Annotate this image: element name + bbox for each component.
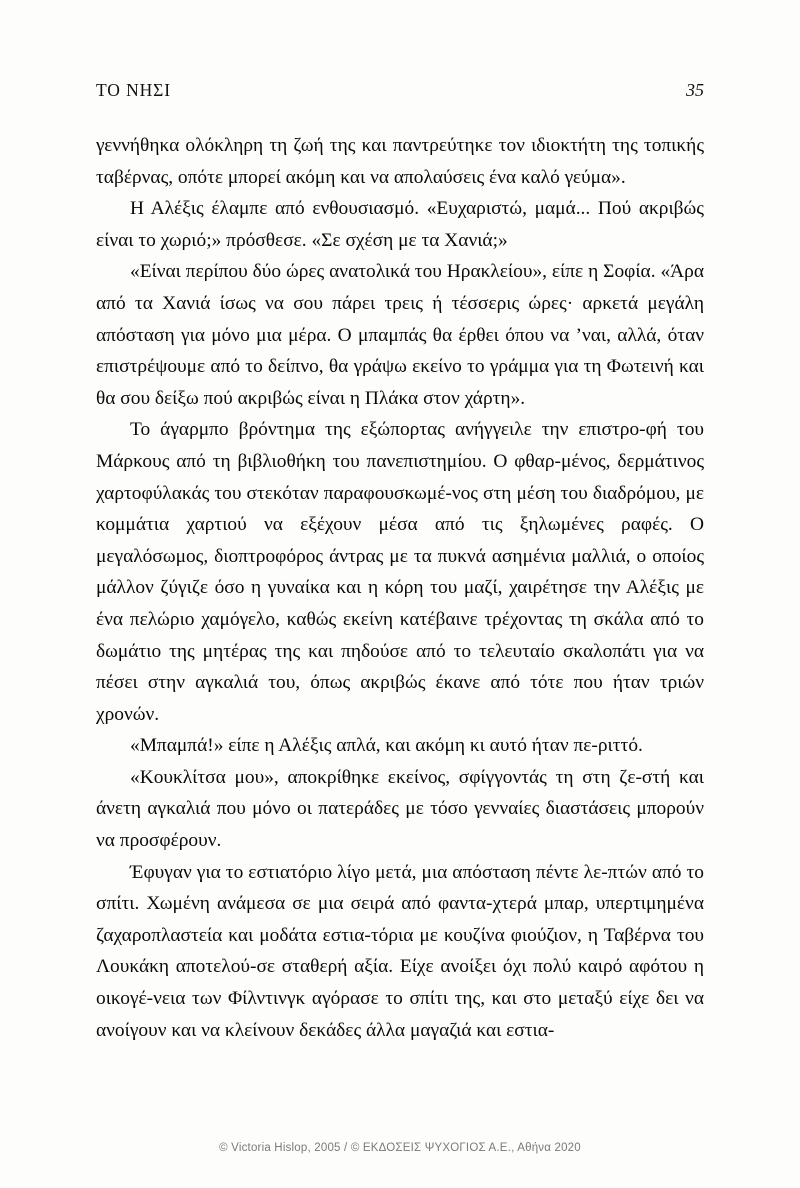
body-text: [96, 130, 704, 1046]
paragraph: «Μπαμπά!» είπε η Αλέξις απλά, και ακόμη κι αυτό ήταν πε-ριττό.: [130, 735, 643, 757]
paragraph: «Κουκλίτσα μου», αποκρίθηκε εκείνος, σφίγγοντάς τη στη ζε-στή και άνετη αγκαλιά που μόνο οι πατεράδες με τόσο γενναίες διαστάσεις μπορούν να προσφέρουν.: [96, 766, 704, 852]
page-number: 35: [686, 80, 704, 100]
paragraph: Το άγαρμπο βρόντημα της εξώπορτας ανήγγειλε την επιστρο-φή του Μάρκους από τη βιβλιοθήκη του πανεπιστημίου. Ο φθαρ-μένος, δερμάτινος χαρτοφύλακάς του στεκόταν παραφουσκωμέ-νος στη μέση του διαδρόμου, με κομμάτια χαρτιού να εξέχουν μέσα από τις ξηλωμένες ραφές. Ο μεγαλόσωμος, διοπτροφόρος άντρας με τα πυκνά ασημένια μαλλιά, ο οποίος μάλλον ζύγιζε όσο η γυναίκα και η κόρη του μαζί, χαιρέτησε την Αλέξις με ένα πελώριο χαμόγελο, καθώς εκείνη κατέβαινε τρέχοντας τη σκάλα από το δωμάτιο της μητέρας της και πηδούσε από το τελευταίο σκαλοπάτι για να πέσει στην αγκαλιά του, όπως ακριβώς έκανε από τότε που ήταν τριών χρονών.: [96, 419, 704, 725]
running-head: ΤΟ ΝΗΣΙ: [96, 80, 171, 100]
paragraph: Η Αλέξις έλαμπε από ενθουσιασμό. «Ευχαριστώ, μαμά... Πού ακριβώς είναι το χωριό;» πρόσθεσε. «Σε σχέση με τα Χανιά;»: [96, 198, 704, 251]
paragraph: «Είναι περίπου δύο ώρες ανατολικά του Ηρακλείου», είπε η Σοφία. «Άρα από τα Χανιά ίσως να σου πάρει τρεις ή τέσσερις ώρες· αρκετά μεγάλη απόσταση για μόνο μια μέρα. Ο μπαμπάς θα έρθει όπου να ’ναι, αλλά, όταν επιστρέψουμε από το δείπνο, θα γράψω εκείνο το γράμμα για τη Φωτεινή και θα σου δείξω πού ακριβώς είναι η Πλάκα στον χάρτη».: [96, 261, 704, 409]
paragraph: Έφυγαν για το εστιατόριο λίγο μετά, μια απόσταση πέντε λε-πτών από το σπίτι. Χωμένη ανάμεσα σε μια σειρά από φαντα-χτερά μπαρ, υπερτιμημένα ζαχαροπλαστεία και μοδάτα εστια-τόρια με κουζίνα φιούζιον, η Ταβέρνα του Λουκάκη αποτελού-σε σταθερή αξία. Είχε ανοίξει όχι πολύ καιρό αφότου η οικογέ-νεια των Φίλντινγκ αγόρασε το σπίτι της, και στο μεταξύ είχε δει να ανοίγουν και να κλείνουν δεκάδες άλλα μαγαζιά και εστια-: [96, 861, 704, 1041]
copyright-notice: © Victoria Hislop, 2005 / © ΕΚΔΟΣΕΙΣ ΨΥΧΟΓΙΟΣ Α.Ε., Αθήνα 2020: [219, 1142, 581, 1154]
paragraph: γεννήθηκα ολόκληρη τη ζωή της και παντρεύτηκε τον ιδιοκτήτη της τοπικής ταβέρνας, οπότε μπορεί ακόμη και να απολαύσεις ένα καλό γεύμα».: [96, 135, 704, 188]
page-header: [96, 80, 704, 101]
